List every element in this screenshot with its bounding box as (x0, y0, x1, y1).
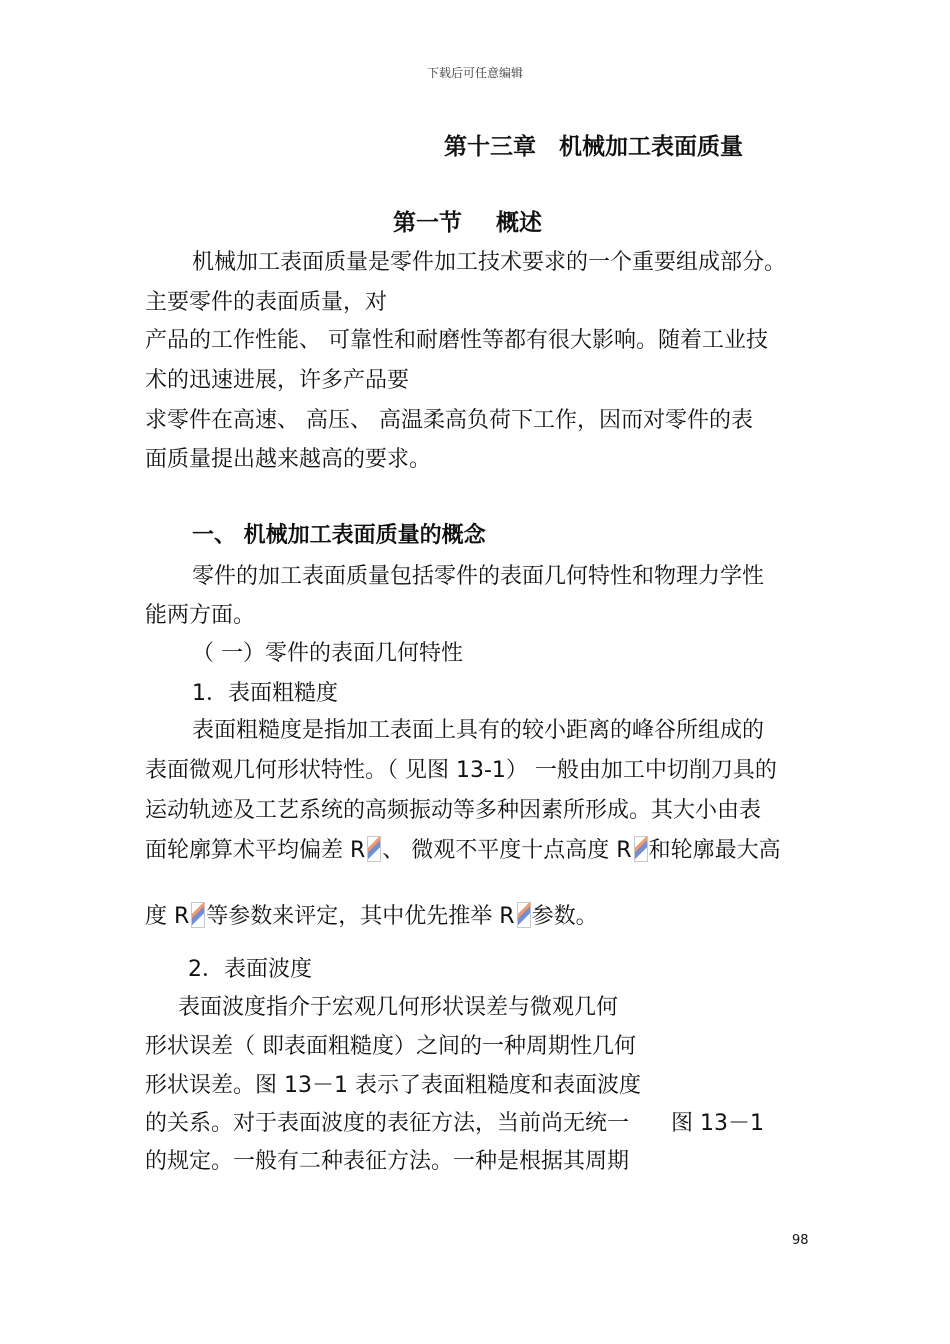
section-name: 概述 (496, 210, 542, 236)
concept-line-2: 能两方面。 (145, 603, 256, 628)
intro-line-3: 产品的工作性能、 可靠性和耐磨性等都有很大影响。随着工业技 (145, 328, 768, 353)
subheading-geometry: （ 一）零件的表面几何特性 (192, 641, 463, 666)
waviness-line-2: 形状误差（ 即表面粗糙度）之间的一种周期性几何 (145, 1034, 636, 1059)
roughness-line-5-part-b: 等参数来评定，其中优先推举 R (206, 904, 515, 929)
roughness-line-5 (145, 899, 598, 930)
roughness-line-5-part-c: 参数。 (531, 904, 598, 929)
formula-image-icon (367, 836, 381, 862)
roughness-line-4-part-b: 、 微观不平度十点高度 R (382, 838, 632, 863)
roughness-line-3: 运动轨迹及工艺系统的高频振动等多种因素所形成。其大小由表 (145, 798, 762, 823)
waviness-line-5: 的规定。一般有二种表征方法。一种是根据其周期 (145, 1149, 630, 1174)
roughness-line-1: 表面粗糙度是指加工表面上具有的较小距离的峰谷所组成的 (192, 718, 765, 743)
roughness-line-4-part-c: 和轮廓最大高 (648, 838, 781, 863)
intro-line-1: 机械加工表面质量是零件加工技术要求的一个重要组成部分。 (192, 250, 787, 275)
page-number: 98 (792, 1233, 809, 1248)
intro-line-5: 求零件在高速、 高压、 高温柔高负荷下工作，因而对零件的表 (145, 408, 753, 433)
waviness-line-1: 表面波度指介于宏观几何形状误差与微观几何 (178, 995, 619, 1020)
section-title (393, 204, 542, 237)
formula-image-icon (517, 902, 531, 928)
roughness-line-5-part-a: 度 R (145, 904, 190, 929)
formula-image-icon (634, 836, 648, 862)
waviness-line-3: 形状误差。图 13－1 表示了表面粗糙度和表面波度 (145, 1073, 641, 1098)
waviness-line-4: 的关系。对于表面波度的表征方法，当前尚无统一 (145, 1111, 630, 1136)
page-header: 下载后可任意编辑 (426, 66, 523, 80)
concept-line-1: 零件的加工表面质量包括零件的表面几何特性和物理力学性 (192, 564, 765, 589)
formula-image-icon (191, 902, 205, 928)
roughness-line-4-part-a: 面轮廓算术平均偏差 R (145, 838, 366, 863)
intro-line-4: 术的迅速进展，许多产品要 (145, 368, 410, 393)
section-label: 第一节 (393, 210, 462, 236)
item-waviness: 2．表面波度 (188, 957, 312, 982)
chapter-title: 第十三章 机械加工表面质量 (444, 134, 743, 160)
item-roughness: 1．表面粗糙度 (192, 681, 338, 706)
intro-line-2: 主要零件的表面质量，对 (145, 290, 388, 315)
roughness-line-4 (145, 833, 781, 864)
figure-label: 图 13－1 (671, 1111, 764, 1136)
intro-line-6: 面质量提出越来越高的要求。 (145, 447, 432, 472)
roughness-line-2: 表面微观几何形状特性。（ 见图 13-1） 一般由加工中切削刀具的 (145, 758, 777, 783)
heading-concept: 一、 机械加工表面质量的概念 (192, 523, 486, 548)
